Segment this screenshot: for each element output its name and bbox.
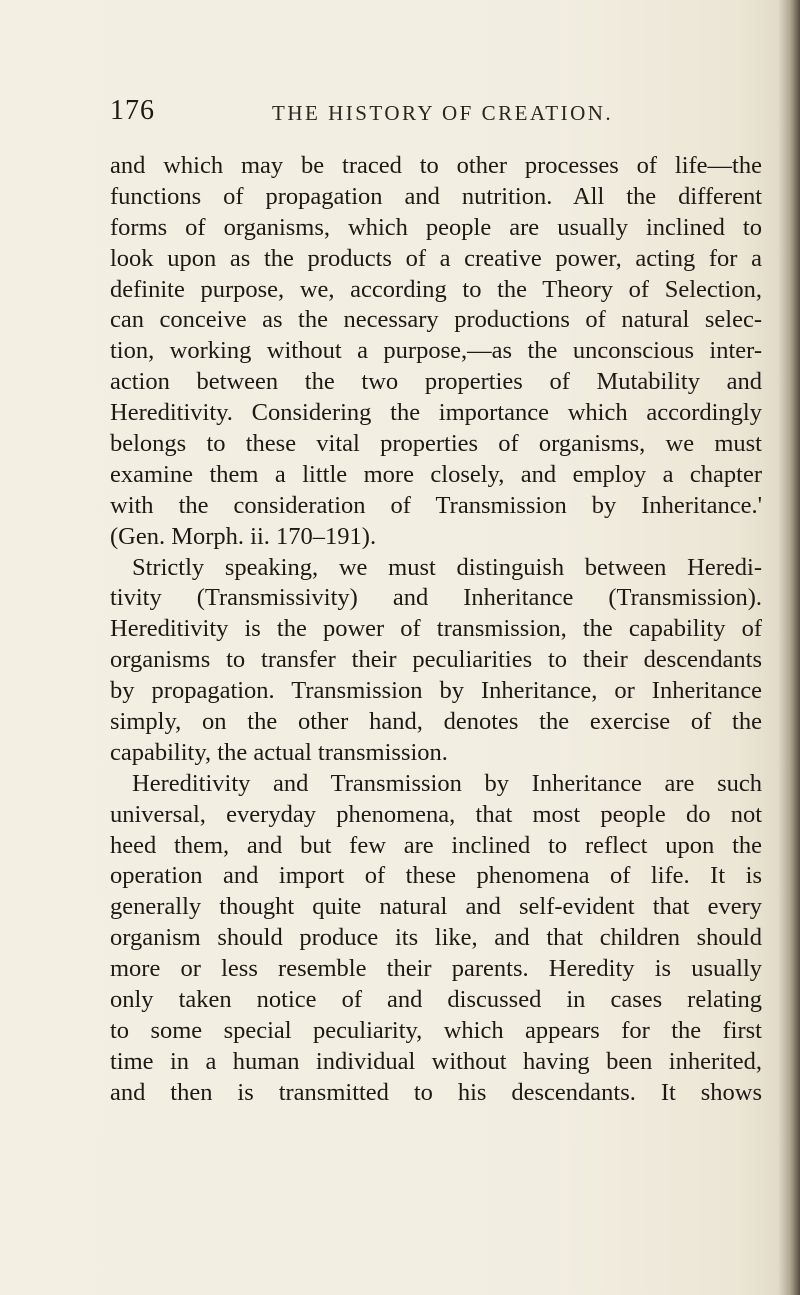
text-line: universal, everyday phenomena, that most people do not bbox=[110, 800, 762, 828]
text-line: look upon as the products of a creative power, acting for a bbox=[110, 244, 762, 272]
text-line: to some special peculiarity, which appears for the first bbox=[110, 1016, 762, 1044]
text-line: Hereditivity. Considering the importance which accordingly bbox=[110, 399, 762, 427]
text-line: time in a human individual without having been inherited, bbox=[110, 1047, 762, 1075]
running-title: THE HISTORY OF CREATION. bbox=[272, 101, 614, 125]
text-line: functions of propagation and nutrition. All the different bbox=[110, 182, 762, 210]
text-line: organism should produce its like, and that children should bbox=[110, 924, 762, 952]
text-line: with the consideration of Transmission by Inheritance.' bbox=[110, 491, 762, 519]
text-line: and then is transmitted to his descendants. It shows bbox=[110, 1078, 762, 1106]
text-line: Strictly speaking, we must distinguish between Heredi- bbox=[132, 553, 762, 581]
text-line: can conceive as the necessary productions of natural selec- bbox=[110, 306, 762, 334]
text-line: definite purpose, we, according to the Theory of Selection, bbox=[110, 275, 762, 303]
text-line: (Gen. Morph. ii. 170–191). bbox=[110, 522, 377, 550]
text-line: organisms to transfer their peculiarities to their descendants bbox=[110, 646, 762, 674]
text-line: only taken notice of and discussed in cases relating bbox=[110, 986, 762, 1014]
text-line: examine them a little more closely, and employ a chapter bbox=[110, 460, 762, 488]
text-line: action between the two properties of Mutability and bbox=[110, 368, 762, 396]
text-line: and which may be traced to other processes of life—the bbox=[110, 152, 762, 179]
text-line: belongs to these vital properties of organisms, we must bbox=[110, 430, 762, 458]
text-line: heed them, and but few are inclined to reflect upon the bbox=[110, 831, 762, 859]
text-line: capability, the actual transmission. bbox=[110, 738, 448, 766]
text-line: more or less resemble their parents. Heredity is usually bbox=[110, 955, 762, 983]
text-line: tion, working without a purpose,—as the unconscious inter- bbox=[110, 337, 762, 365]
text-line: forms of organisms, which people are usually inclined to bbox=[110, 213, 762, 241]
text-line: tivity (Transmissivity) and Inheritance (Transmission). bbox=[110, 584, 762, 612]
text-line: by propagation. Transmission by Inheritance, or Inheritance bbox=[110, 677, 762, 705]
text-line: simply, on the other hand, denotes the exercise of the bbox=[110, 708, 762, 736]
running-head bbox=[110, 95, 750, 135]
text-line: generally thought quite natural and self-evident that every bbox=[110, 893, 762, 921]
text-line: operation and import of these phenomena of life. It is bbox=[110, 862, 762, 890]
text-line: Hereditivity and Transmission by Inheritance are such bbox=[132, 769, 762, 797]
body-text bbox=[110, 151, 762, 1109]
page-number: 176 bbox=[110, 95, 155, 126]
text-line: Hereditivity is the power of transmission, the capability of bbox=[110, 615, 762, 643]
page-edge-shadow bbox=[778, 0, 800, 1295]
